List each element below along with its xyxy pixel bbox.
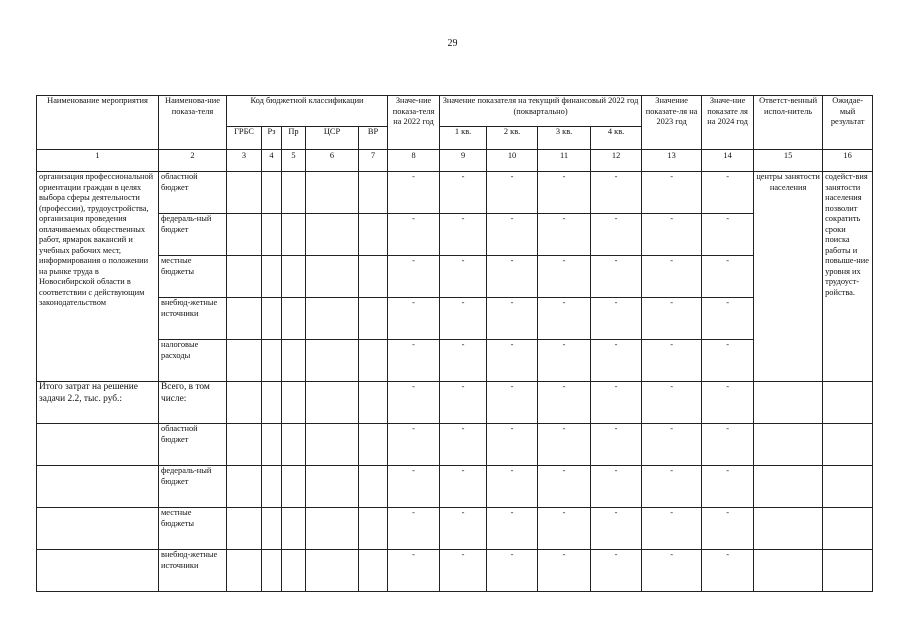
col-number: 13 bbox=[642, 150, 702, 172]
value-cell: - bbox=[388, 466, 440, 508]
value-cell: - bbox=[440, 508, 487, 550]
header-vr: ВР bbox=[359, 127, 388, 150]
header-q4: 4 кв. bbox=[591, 127, 642, 150]
expected-result: содейст-вия занятости населения позволит сократить сроки поиска работы и повыше-ние уровня их трудоуст-ройства. bbox=[823, 172, 873, 382]
value-cell: - bbox=[388, 424, 440, 466]
value-cell: - bbox=[388, 172, 440, 214]
col-number: 9 bbox=[440, 150, 487, 172]
value-cell: - bbox=[487, 466, 538, 508]
value-cell: - bbox=[440, 550, 487, 592]
value-cell: - bbox=[440, 172, 487, 214]
value-cell: - bbox=[440, 256, 487, 298]
value-cell: - bbox=[538, 256, 591, 298]
value-cell: - bbox=[702, 424, 754, 466]
header-rz: Рз bbox=[262, 127, 282, 150]
page-number: 29 bbox=[447, 38, 458, 49]
col-number: 3 bbox=[227, 150, 262, 172]
value-cell: - bbox=[538, 382, 591, 424]
value-cell: - bbox=[388, 508, 440, 550]
value-cell: - bbox=[642, 550, 702, 592]
value-cell: - bbox=[642, 466, 702, 508]
value-cell: - bbox=[642, 256, 702, 298]
value-cell: - bbox=[440, 340, 487, 382]
col-number: 7 bbox=[359, 150, 388, 172]
value-cell: - bbox=[702, 466, 754, 508]
header-value-2022: Значе-ние показа-теля на 2022 год bbox=[388, 96, 440, 150]
value-cell: - bbox=[487, 298, 538, 340]
value-cell: - bbox=[538, 508, 591, 550]
value-cell: - bbox=[702, 256, 754, 298]
value-cell: - bbox=[388, 340, 440, 382]
value-cell: - bbox=[487, 214, 538, 256]
responsible-executor: центры занятости населения bbox=[754, 172, 823, 382]
value-cell: - bbox=[388, 382, 440, 424]
value-cell: - bbox=[591, 256, 642, 298]
header-responsible: Ответст-венный испол-нитель bbox=[754, 96, 823, 150]
value-cell: - bbox=[591, 298, 642, 340]
value-cell: - bbox=[440, 424, 487, 466]
header-value-2023: Значение показате-ля на 2023 год bbox=[642, 96, 702, 150]
value-cell: - bbox=[702, 214, 754, 256]
col-number: 15 bbox=[754, 150, 823, 172]
col-number: 14 bbox=[702, 150, 754, 172]
value-cell: - bbox=[538, 172, 591, 214]
value-cell: - bbox=[487, 340, 538, 382]
value-cell: - bbox=[388, 214, 440, 256]
value-cell: - bbox=[591, 382, 642, 424]
value-cell: - bbox=[591, 214, 642, 256]
header-expected-result: Ожидае-мый результат bbox=[823, 96, 873, 150]
header-current-value: Значение показателя на текущий финансовый 2022 год (поквартально) bbox=[440, 96, 642, 127]
header-budget-code: Код бюджетной классификации bbox=[227, 96, 388, 127]
value-cell: - bbox=[487, 382, 538, 424]
value-cell: - bbox=[702, 382, 754, 424]
col-number: 2 bbox=[159, 150, 227, 172]
value-cell: - bbox=[538, 298, 591, 340]
value-cell: - bbox=[487, 424, 538, 466]
value-cell: - bbox=[591, 508, 642, 550]
col-number: 4 bbox=[262, 150, 282, 172]
value-cell: - bbox=[538, 214, 591, 256]
value-cell: - bbox=[642, 382, 702, 424]
header-q3: 3 кв. bbox=[538, 127, 591, 150]
value-cell: - bbox=[538, 550, 591, 592]
col-number: 11 bbox=[538, 150, 591, 172]
value-cell: - bbox=[388, 550, 440, 592]
value-cell: - bbox=[591, 424, 642, 466]
col-number: 6 bbox=[306, 150, 359, 172]
value-cell: - bbox=[591, 172, 642, 214]
indicator-cell: местные бюджеты bbox=[159, 508, 227, 550]
col-number: 10 bbox=[487, 150, 538, 172]
value-cell: - bbox=[487, 256, 538, 298]
col-number: 8 bbox=[388, 150, 440, 172]
value-cell: - bbox=[440, 214, 487, 256]
header-activity-name: Наименование мероприятия bbox=[37, 96, 159, 150]
value-cell: - bbox=[487, 550, 538, 592]
indicator-cell: местные бюджеты bbox=[159, 256, 227, 298]
value-cell: - bbox=[642, 340, 702, 382]
value-cell: - bbox=[591, 340, 642, 382]
indicator-cell: федераль-ный бюджет bbox=[159, 466, 227, 508]
indicator-cell: внебюд-жетные источники bbox=[159, 550, 227, 592]
value-cell: - bbox=[642, 172, 702, 214]
indicator-cell: Всего, в том числе: bbox=[159, 382, 227, 424]
header-indicator-name: Наименова-ние показа-теля bbox=[159, 96, 227, 150]
value-cell: - bbox=[591, 550, 642, 592]
header-q2: 2 кв. bbox=[487, 127, 538, 150]
value-cell: - bbox=[591, 466, 642, 508]
value-cell: - bbox=[440, 466, 487, 508]
total-label: Итого затрат на решение задачи 2.2, тыс. руб.: bbox=[37, 382, 159, 424]
col-number: 1 bbox=[37, 150, 159, 172]
value-cell: - bbox=[702, 550, 754, 592]
indicator-cell: областной бюджет bbox=[159, 424, 227, 466]
value-cell: - bbox=[388, 298, 440, 340]
value-cell: - bbox=[642, 214, 702, 256]
col-number: 12 bbox=[591, 150, 642, 172]
value-cell: - bbox=[440, 382, 487, 424]
value-cell: - bbox=[487, 508, 538, 550]
indicator-cell: областной бюджет bbox=[159, 172, 227, 214]
value-cell: - bbox=[642, 298, 702, 340]
value-cell: - bbox=[702, 508, 754, 550]
value-cell: - bbox=[440, 298, 487, 340]
col-number: 5 bbox=[282, 150, 306, 172]
indicator-cell: налоговые расходы bbox=[159, 340, 227, 382]
indicator-cell: федераль-ный бюджет bbox=[159, 214, 227, 256]
value-cell: - bbox=[538, 466, 591, 508]
header-grbs: ГРБС bbox=[227, 127, 262, 150]
header-pr: Пр bbox=[282, 127, 306, 150]
value-cell: - bbox=[538, 340, 591, 382]
value-cell: - bbox=[702, 340, 754, 382]
budget-table bbox=[36, 95, 873, 592]
value-cell: - bbox=[487, 172, 538, 214]
value-cell: - bbox=[702, 298, 754, 340]
header-q1: 1 кв. bbox=[440, 127, 487, 150]
value-cell: - bbox=[702, 172, 754, 214]
indicator-cell: внебюд-жетные источники bbox=[159, 298, 227, 340]
value-cell: - bbox=[642, 424, 702, 466]
header-csr: ЦСР bbox=[306, 127, 359, 150]
col-number: 16 bbox=[823, 150, 873, 172]
activity-description: организация профессиональной ориентации граждан в целях выбора сферы деятельности (профессии), трудоустройства, организация проведения оплачиваемых общественных работ, ярмарок вакансий и учебных рабочих мест, информирования о положении на рынке труда в Новосибирской области в соответствии с действующим законодательством bbox=[37, 172, 159, 382]
value-cell: - bbox=[388, 256, 440, 298]
value-cell: - bbox=[642, 508, 702, 550]
header-value-2024: Значе-ние показате ля на 2024 год bbox=[702, 96, 754, 150]
value-cell: - bbox=[538, 424, 591, 466]
